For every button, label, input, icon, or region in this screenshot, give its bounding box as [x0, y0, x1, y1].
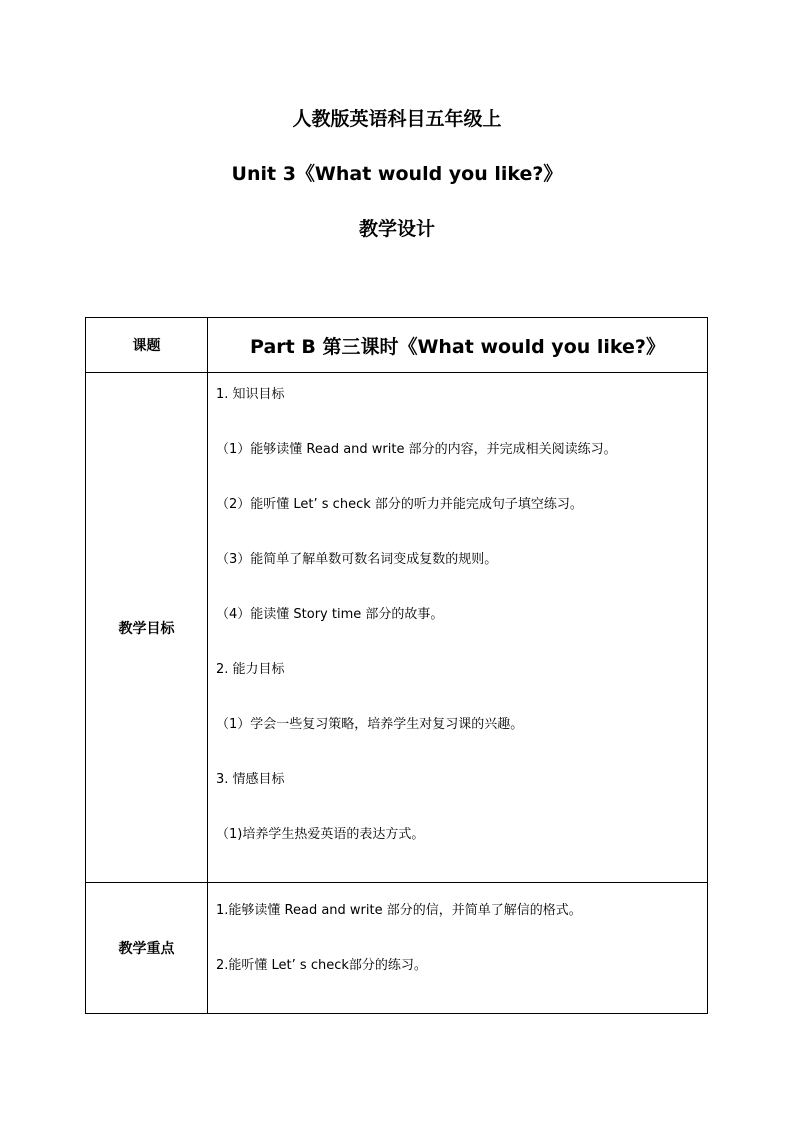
goal-line: （2）能听懂 Let’ s check 部分的听力并能完成句子填空练习。 [216, 497, 583, 512]
table-row-topic [86, 318, 708, 373]
goal-line: （1)培养学生热爱英语的表达方式。 [216, 827, 425, 842]
goal-line: 2. 能力目标 [216, 662, 285, 677]
document-subtitle: 教学设计 [358, 218, 435, 240]
goal-line: （1）能够读懂 Read and write 部分的内容，并完成相关阅读练习。 [216, 442, 617, 457]
document-title: 人教版英语科目五年级上 [292, 108, 502, 130]
goal-line: （4）能读懂 Story time 部分的故事。 [216, 607, 444, 622]
topic-value: Part B 第三课时《What would you like?》 [208, 318, 708, 373]
goal-line: 3. 情感目标 [216, 772, 285, 787]
focus-label: 教学重点 [86, 883, 208, 1014]
focus-line: 1.能够读懂 Read and write 部分的信，并简单了解信的格式。 [216, 903, 582, 918]
table-row-goals [86, 373, 708, 883]
unit-title: Unit 3《What would you like?》 [231, 163, 563, 185]
topic-label: 课题 [86, 318, 208, 373]
table-row-focus [86, 883, 708, 1014]
goals-label: 教学目标 [86, 373, 208, 883]
goal-line: 1. 知识目标 [216, 387, 285, 402]
focus-content [208, 883, 708, 1014]
goals-content [208, 373, 708, 883]
focus-line: 2.能听懂 Let’ s check部分的练习。 [216, 958, 427, 973]
goal-line: （3）能简单了解单数可数名词变成复数的规则。 [216, 552, 498, 567]
goal-line: （1）学会一些复习策略，培养学生对复习课的兴趣。 [216, 717, 524, 732]
lesson-plan-table [85, 317, 708, 1014]
